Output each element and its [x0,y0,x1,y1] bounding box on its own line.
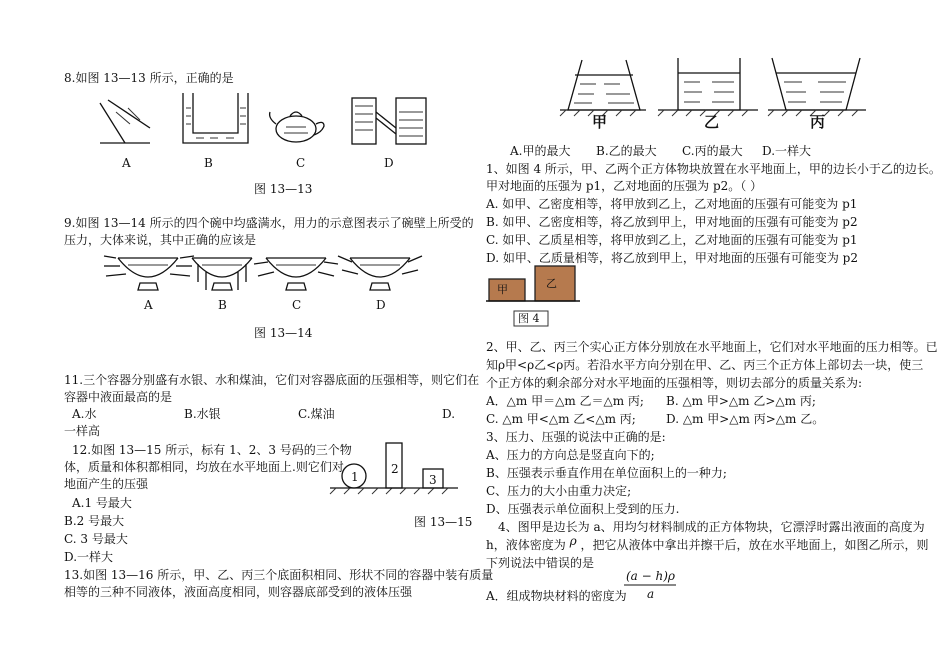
p4-fraction-numerator: (a − h)ρ [626,569,675,583]
p4-line2-part2: ，把它从液体中拿出并擦干后，放在水平地面上，如图乙所示，则 [580,538,929,552]
p1-option-c: C. 如甲、乙质星相等，将甲放到乙上，乙对地面的压强有可能变为 p1 [486,233,858,247]
p4-line3: 下列说法中错误的是 [486,556,595,570]
p2-line3: 个正方体的剩余部分对水平地面的压强相等，则切去部分的质量关系为: [486,376,863,390]
q9-line1: 9.如图 13—14 所示的四个碗中均盛满水，用力的示意图表示了碗壁上所受的 [64,216,474,230]
containers-option-c: C.丙的最大 [682,144,743,158]
q11-option-b: B.水银 [184,407,221,421]
q11-line1: 11.三个容器分别盛有水银、水和煤油，它们对容器底面的压强相等，则它们在 [64,373,480,387]
p3-option-a: A、压力的方向总是竖直向下的; [486,448,655,462]
q8-text: 8.如图 13—13 所示，正确的是 [64,71,234,85]
fig-13-13-caption: 图 13—13 [254,182,313,196]
p1-line1: 1、如图 4 所示，甲、乙两个正方体物块放置在水平地面上，甲的边长小于乙的边长。 [486,162,941,176]
containers-option-d: D.一样大 [762,144,812,158]
fig-13-14-caption: 图 13—14 [254,326,313,340]
q12-option-a: A.1 号最大 [72,496,132,510]
p2-option-c: C. △m 甲<△m 乙<△m 丙; [486,412,636,426]
block-yi-label: 乙 [546,277,557,290]
fig-13-14-label-c: C [292,298,302,312]
fig-13-14-label-a: A [144,298,153,312]
container-jia-label: 甲 [592,113,608,131]
p2-line2: 知ρ甲<ρ乙<ρ丙。若沿水平方向分别在甲、乙、丙三个正方体上部切去一块，使三 [486,358,924,372]
p2-option-b: B. △m 甲>△m 乙>△m 丙; [666,394,816,408]
p4-rho-symbol: ρ [569,534,577,548]
p2-option-d: D. △m 甲>△m 丙>△m 乙。 [666,412,825,426]
p1-line2: 甲对地面的压强为 p1，乙对地面的压强为 p2。（ ） [486,179,763,193]
block-jia-label: 甲 [497,283,508,296]
containers-option-b: B.乙的最大 [596,144,657,158]
q13-line2: 相等的三种不同液体，液面高度相同，则容器底部受到的液体压强 [64,585,413,599]
p1-option-d: D. 如甲、乙质量相等，将乙放到甲上，甲对地面的压强有可能变为 p2 [486,251,858,265]
q12-option-b: B.2 号最大 [64,514,125,528]
q12-line3: 地面产生的压强 [64,477,149,491]
q12-line1: 12.如图 13—15 所示，标有 1、2、3 号码的三个物 [72,443,352,457]
p3-option-c: C、压力的大小由重力决定; [486,484,632,498]
container-bing-label: 丙 [810,113,826,131]
q11-option-d: D. [442,407,456,421]
figure-4-caption: 图 4 [518,312,540,325]
q9-line2: 压力，大体来说，其中正确的应该是 [64,233,257,247]
fig-13-14-label-d: D [376,298,386,312]
p1-option-a: A. 如甲、乙密度相等，将甲放到乙上，乙对地面的压强有可能变为 p1 [486,197,858,211]
fig-13-13-label-c: C [296,156,306,170]
p4-option-a: A．组成物块材料的密度为 [486,589,627,603]
p4-line2-part1: h，液体密度为 [486,538,566,552]
q12-option-d: D.一样大 [64,550,114,564]
p3-line1: 3、压力、压强的说法中正确的是: [486,430,666,444]
object-3-label: 3 [429,473,437,487]
p1-option-b: B. 如甲、乙密度相等，将乙放到甲上，甲对地面的压强有可能变为 p2 [486,215,858,229]
fig-13-15-caption: 图 13—15 [414,515,473,529]
q12-line2: 体，质量和体积都相同，均放在水平地面上.则它们对 [64,460,344,474]
fig-13-14-label-b: B [218,298,227,312]
fig-13-13-label-b: B [204,156,213,170]
object-1-label: 1 [351,470,359,484]
p4-fraction-denominator: a [647,587,655,601]
fig-13-13-label-d: D [384,156,394,170]
p4-line1: 4、图甲是边长为 a、用均匀材料制成的正方体物块，它漂浮时露出液面的高度为 [498,520,925,534]
object-2-label: 2 [391,462,399,476]
q13-line1: 13.如图 13—16 所示，甲、乙、丙三个底面积相同、形状不同的容器中装有质量 [64,568,494,582]
containers-option-a: A.甲的最大 [510,144,571,158]
q11-option-a: A.水 [72,407,97,421]
fig-13-13-label-a: A [122,156,131,170]
q11-line2: 容器中液面最高的是 [64,390,173,404]
p2-option-a: A．△m 甲＝△m 乙＝△m 丙; [486,394,644,408]
q11-option-d-cont: 一样高 [64,424,101,438]
p3-option-b: B、压强表示垂直作用在单位面积上的一种力; [486,466,727,480]
q11-option-c: C.煤油 [298,407,335,421]
q12-option-c: C. 3 号最大 [64,532,128,546]
p3-option-d: D、压强表示单位面积上受到的压力. [486,502,680,516]
container-yi-label: 乙 [704,113,720,131]
p2-line1: 2、甲、乙、丙三个实心正方体分别放在水平地面上，它们对水平地面的压力相等。已 [486,340,938,354]
